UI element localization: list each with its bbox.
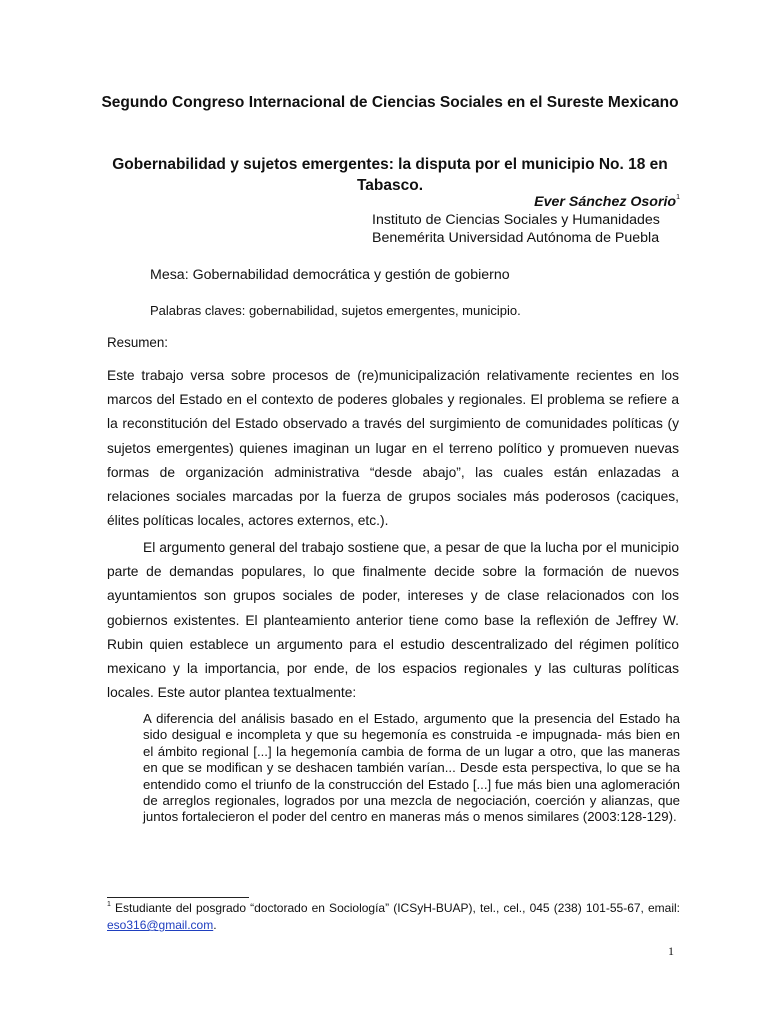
footnote-mark: 1 (107, 901, 111, 908)
abstract-paragraph-2: El argumento general del trabajo sostiene que, a pesar de que la lucha por el municipio parte de demandas populares, lo que finalmente decide sobre la formación de nuevos ayuntamientos son grupos sociales de poder, intereses y de clase relacionados con los gobiernos existentes. El planteamiento anterior tiene como base la reflexión de Jeffrey W. Rubin quien establece un argumento para el estudio descentralizado del régimen político mexicano y la importancia, por ende, de los espacios regionales y las culturas políticas locales. Este autor plantea textualmente: (107, 540, 679, 701)
footnote-end: . (213, 918, 217, 932)
author-university: Benemérita Universidad Autónoma de Puebla (372, 230, 660, 246)
block-quote: A diferencia del análisis basado en el Estado, argumento que la presencia del Estado ha sido desigual e incompleta y que su hegemonía es construida -e impugnada- más bien en el ámbito regional [...] la hegemonía cambia de forma de un lugar a otro, que las maneras en que se modifican y se deshacen también varían... Desde esta perspectiva, lo que se ha entendido como el triunfo de la construcción del Estado [...] fue más bien una aglomeración de arreglos regionales, logrados por una mezcla de negociación, coerción y alianzas, que juntos fortalecieron el poder del centro en maneras más o menos similares (2003:128-129). (143, 711, 680, 825)
abstract-paragraph-1: Este trabajo versa sobre procesos de (re)municipalización relativamente recientes en los marcos del Estado en el contexto de poderes globales y regionales. El problema se refiere a la reconstitución del Estado observado a través del surgimiento de comunidades políticas (y sujetos emergentes) quienes imaginan un lugar en el terreno político y promueven nuevas formas de organización administrativa “desde abajo”, las cuales están enlazadas a relaciones sociales marcadas por la fuerza de grupos sociales más poderosos (caciques, élites políticas locales, actores externos, etc.). (107, 368, 679, 529)
page-number: 1 (668, 944, 674, 958)
author-institute: Instituto de Ciencias Sociales y Humanidades (372, 212, 660, 228)
paper-title: Gobernabilidad y sujetos emergentes: la disputa por el municipio No. 18 en Tabasco. (112, 156, 668, 194)
footnote-email-link[interactable]: eso316@gmail.com (107, 918, 214, 932)
footnote-separator (107, 897, 249, 898)
mesa-line: Mesa: Gobernabilidad democrática y gestión de gobierno (150, 267, 510, 283)
author-line (372, 193, 680, 211)
conference-title: Segundo Congreso Internacional de Ciencias Sociales en el Sureste Mexicano (101, 94, 679, 111)
footnote (107, 900, 680, 934)
author-name: Ever Sánchez Osorio (534, 194, 677, 210)
keywords-line: Palabras claves: gobernabilidad, sujetos emergentes, municipio. (150, 303, 521, 318)
author-block (372, 193, 680, 247)
footnote-text: Estudiante del posgrado “doctorado en Sociología” (ICSyH-BUAP), tel., cel., 045 (238) 101-55-67, email: (110, 901, 680, 915)
abstract-label: Resumen: (107, 335, 169, 350)
author-footnote-mark[interactable]: 1 (676, 194, 680, 201)
